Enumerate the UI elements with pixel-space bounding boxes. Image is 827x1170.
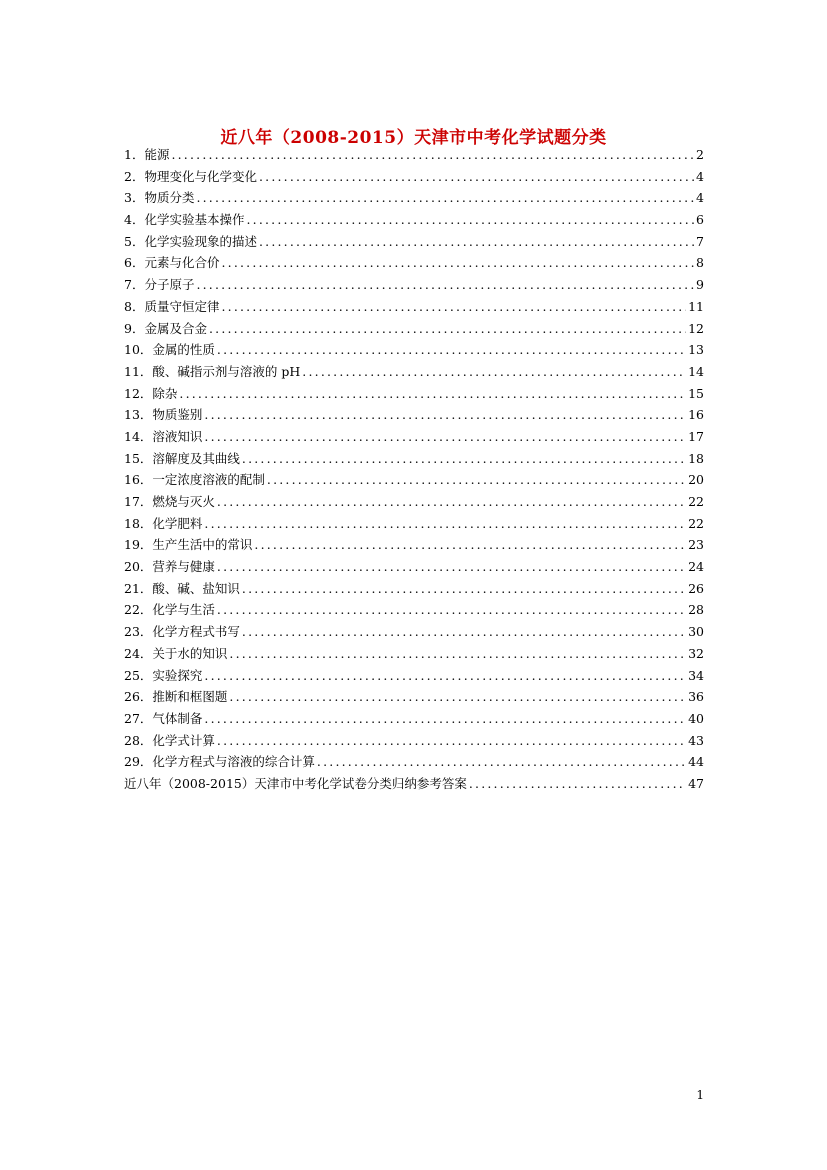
- toc-dot-leader: [317, 751, 686, 773]
- toc-entry[interactable]: [124, 231, 704, 253]
- toc-entry-page: 15: [688, 385, 704, 401]
- toc-entry-label: 19．生产生活中的常识: [124, 537, 253, 553]
- toc-entry[interactable]: [124, 296, 704, 318]
- toc-entry-page: 17: [688, 428, 704, 444]
- toc-entry[interactable]: [124, 643, 704, 665]
- toc-dot-leader: [217, 730, 686, 752]
- toc-entry-label: 6．元素与化合价: [124, 255, 220, 271]
- toc-entry-label: 5．化学实验现象的描述: [124, 233, 257, 249]
- table-of-contents: [124, 144, 704, 795]
- toc-entry-label: 13．物质鉴别: [124, 407, 203, 423]
- toc-entry-page: 13: [688, 342, 704, 358]
- toc-entry-label: 29．化学方程式与溶液的综合计算: [124, 754, 315, 770]
- toc-entry[interactable]: [124, 448, 704, 470]
- toc-entry-label: 3．物质分类: [124, 190, 195, 206]
- toc-entry-page: 47: [688, 775, 704, 791]
- toc-entry-label: 15．溶解度及其曲线: [124, 450, 240, 466]
- toc-entry-label: 25．实验探究: [124, 667, 203, 683]
- toc-dot-leader: [221, 252, 694, 274]
- toc-entry-page: 4: [696, 168, 704, 184]
- toc-entry-page: 22: [688, 515, 704, 531]
- toc-entry-page: 24: [688, 559, 704, 575]
- toc-entry-page: 6: [696, 212, 704, 228]
- toc-entry-label: 26．推断和框图题: [124, 689, 228, 705]
- toc-dot-leader: [217, 599, 686, 621]
- toc-dot-leader: [229, 643, 686, 665]
- document-title: 近八年（2008-2015）天津市中考化学试题分类: [220, 128, 607, 149]
- toc-entry-page: 23: [688, 537, 704, 553]
- toc-entry-page: 9: [696, 277, 704, 293]
- toc-entry-page: 30: [688, 624, 704, 640]
- toc-entry-label: 12．除杂: [124, 385, 178, 401]
- toc-entry[interactable]: [124, 513, 704, 535]
- toc-entry[interactable]: [124, 339, 704, 361]
- toc-entry-page: 44: [688, 754, 704, 770]
- toc-dot-leader: [217, 556, 686, 578]
- toc-entry[interactable]: [124, 708, 704, 730]
- toc-entry[interactable]: [124, 426, 704, 448]
- toc-entry-label: 2．物理变化与化学变化: [124, 168, 257, 184]
- toc-entry[interactable]: [124, 252, 704, 274]
- toc-entry[interactable]: [124, 534, 704, 556]
- toc-dot-leader: [196, 187, 694, 209]
- toc-dot-leader: [204, 426, 686, 448]
- toc-entry-label: 21．酸、碱、盐知识: [124, 580, 240, 596]
- toc-dot-leader: [217, 339, 686, 361]
- toc-entry[interactable]: [124, 361, 704, 383]
- toc-dot-leader: [242, 621, 686, 643]
- toc-entry-label: 7．分子原子: [124, 277, 195, 293]
- toc-dot-leader: [171, 144, 694, 166]
- toc-dot-leader: [204, 404, 686, 426]
- toc-entry-label: 4．化学实验基本操作: [124, 212, 245, 228]
- toc-entry-label: 20．营养与健康: [124, 559, 215, 575]
- toc-dot-leader: [217, 491, 686, 513]
- toc-dot-leader: [302, 361, 686, 383]
- toc-entry-label: 24．关于水的知识: [124, 645, 228, 661]
- toc-dot-leader: [259, 231, 694, 253]
- toc-entry-label: 16．一定浓度溶液的配制: [124, 472, 265, 488]
- toc-dot-leader: [259, 166, 694, 188]
- toc-dot-leader: [209, 318, 686, 340]
- toc-entry[interactable]: [124, 491, 704, 513]
- toc-dot-leader: [196, 274, 694, 296]
- toc-dot-leader: [242, 448, 686, 470]
- toc-entry-label: 8．质量守恒定律: [124, 298, 220, 314]
- toc-entry-page: 11: [688, 298, 704, 314]
- toc-entry[interactable]: [124, 730, 704, 752]
- toc-entry[interactable]: [124, 209, 704, 231]
- toc-dot-leader: [204, 665, 686, 687]
- toc-entry[interactable]: [124, 469, 704, 491]
- toc-entry-page: 28: [688, 602, 704, 618]
- toc-entry-label: 9．金属及合金: [124, 320, 207, 336]
- toc-entry[interactable]: [124, 578, 704, 600]
- toc-entry-page: 8: [696, 255, 704, 271]
- toc-dot-leader: [204, 708, 686, 730]
- toc-dot-leader: [221, 296, 686, 318]
- page-number: 1: [696, 1088, 704, 1102]
- toc-entry[interactable]: [124, 166, 704, 188]
- toc-entry-label: 11．酸、碱指示剂与溶液的 pH: [124, 363, 301, 379]
- toc-entry[interactable]: [124, 187, 704, 209]
- toc-entry-page: 32: [688, 645, 704, 661]
- toc-entry-page: 40: [688, 710, 704, 726]
- toc-entry-page: 16: [688, 407, 704, 423]
- toc-entry[interactable]: [124, 556, 704, 578]
- toc-entry-page: 36: [688, 689, 704, 705]
- toc-entry-page: 4: [696, 190, 704, 206]
- toc-dot-leader: [254, 534, 686, 556]
- toc-entry-page: 18: [688, 450, 704, 466]
- toc-entry-label: 18．化学肥料: [124, 515, 203, 531]
- toc-entry-label: 14．溶液知识: [124, 428, 203, 444]
- toc-entry-label: 1．能源: [124, 147, 170, 162]
- toc-entry-label: 10．金属的性质: [124, 342, 215, 358]
- toc-entry-label: 23．化学方程式书写: [124, 624, 240, 640]
- toc-entry[interactable]: [124, 686, 704, 708]
- toc-entry-page: 22: [688, 494, 704, 509]
- toc-entry-page: 26: [688, 580, 704, 596]
- toc-entry[interactable]: [124, 404, 704, 426]
- toc-dot-leader: [246, 209, 694, 231]
- toc-dot-leader: [229, 686, 686, 708]
- toc-entry-label: 27．气体制备: [124, 710, 203, 726]
- toc-entry[interactable]: [124, 318, 704, 340]
- toc-entry-label: 22．化学与生活: [124, 602, 215, 618]
- toc-entry-label: 近八年（2008-2015）天津市中考化学试卷分类归纳参考答案: [124, 775, 467, 791]
- toc-entry-page: 7: [696, 233, 704, 249]
- toc-entry-page: 34: [688, 667, 704, 683]
- toc-entry-label: 28．化学式计算: [124, 732, 215, 748]
- toc-entry[interactable]: [124, 599, 704, 621]
- toc-entry[interactable]: [124, 773, 704, 795]
- toc-entry-page: 2: [696, 147, 704, 162]
- toc-entry-label: 17．燃烧与灭火: [124, 494, 215, 509]
- toc-dot-leader: [469, 773, 686, 795]
- toc-dot-leader: [179, 383, 686, 405]
- toc-entry[interactable]: [124, 665, 704, 687]
- toc-entry-page: 20: [688, 472, 704, 488]
- toc-dot-leader: [267, 469, 686, 491]
- toc-entry[interactable]: [124, 274, 704, 296]
- toc-entry-page: 14: [688, 363, 704, 379]
- toc-entry-page: 43: [688, 732, 704, 748]
- toc-entry[interactable]: [124, 383, 704, 405]
- toc-entry[interactable]: [124, 144, 704, 166]
- toc-entry-page: 12: [688, 320, 704, 336]
- toc-entry[interactable]: [124, 751, 704, 773]
- toc-dot-leader: [242, 578, 686, 600]
- toc-entry[interactable]: [124, 621, 704, 643]
- toc-dot-leader: [204, 513, 686, 535]
